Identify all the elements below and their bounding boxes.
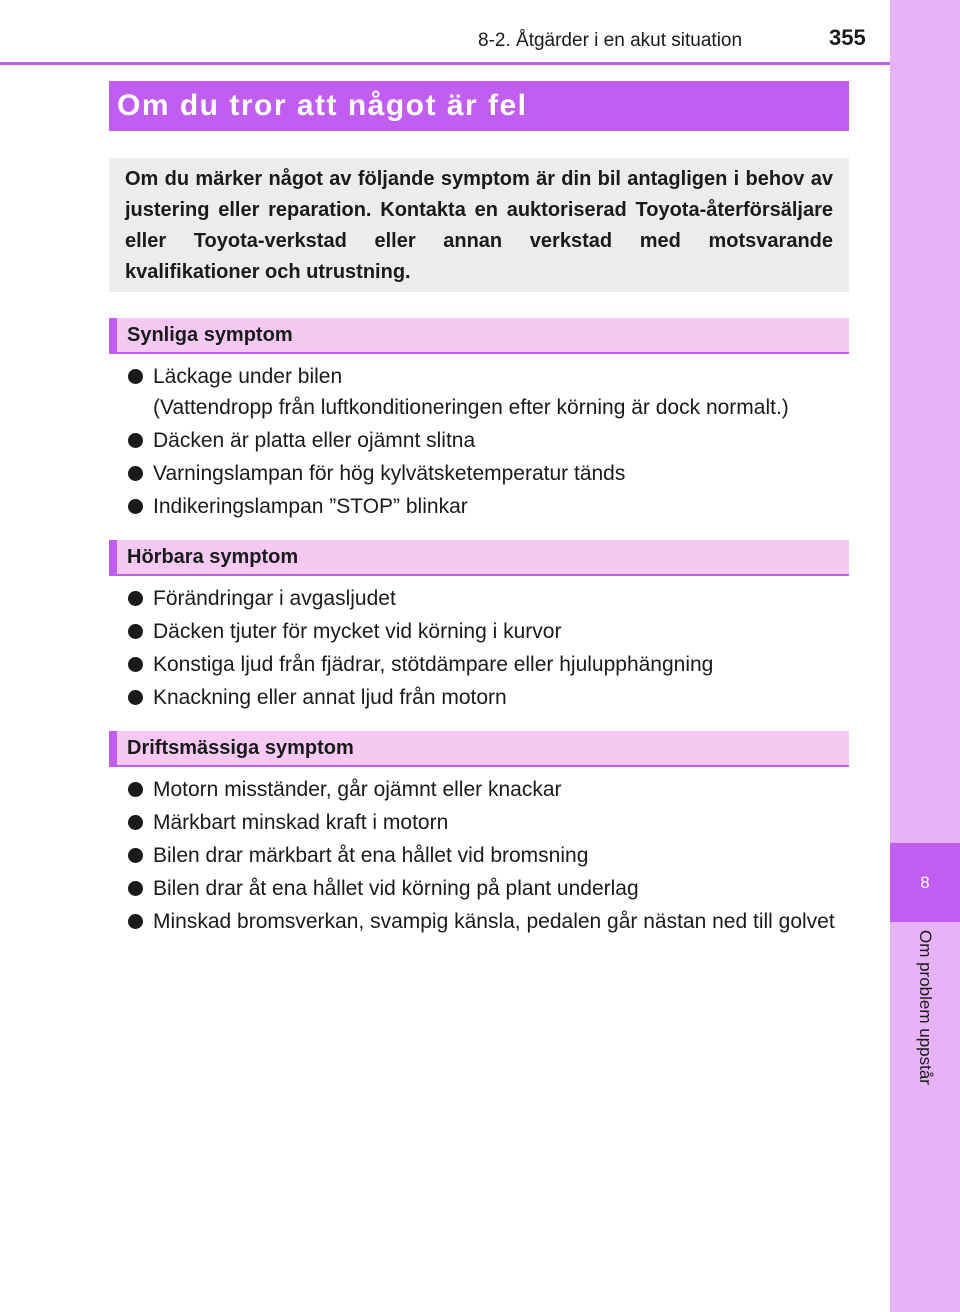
- section-header: 8-2. Åtgärder i en akut situation: [478, 30, 743, 51]
- list-item-text: Bilen drar märkbart åt ena hållet vid bromsning: [153, 844, 589, 867]
- list-item-text: Märkbart minskad kraft i motorn: [153, 811, 449, 834]
- list-item-text: Varningslampan för hög kylvätsketemperatur tänds: [153, 462, 626, 485]
- section-heading-audible: [109, 540, 849, 576]
- list-item: [128, 649, 848, 680]
- bullet-icon: [128, 433, 143, 448]
- list-item: [128, 491, 848, 522]
- list-item-note: (Vattendropp från luftkonditioneringen efter körning är dock normalt.): [153, 396, 789, 419]
- page-number: 355: [829, 25, 866, 50]
- list-item: [128, 807, 848, 838]
- list-item: [128, 873, 848, 904]
- list-item: [128, 840, 848, 871]
- list-item-text: Däcken tjuter för mycket vid körning i kurvor: [153, 620, 562, 643]
- list-item: [128, 616, 848, 647]
- bullet-icon: [128, 624, 143, 639]
- list-item-text: Indikeringslampan ”STOP” blinkar: [153, 495, 468, 518]
- bullet-icon: [128, 881, 143, 896]
- list-item: [128, 906, 848, 937]
- chapter-number: 8: [890, 843, 960, 922]
- section-heading-label: Synliga symptom: [127, 323, 293, 346]
- chapter-label-container: [894, 930, 956, 1130]
- bullet-icon: [128, 914, 143, 929]
- bullet-icon: [128, 466, 143, 481]
- visible-symptoms-list: [128, 361, 848, 524]
- section-heading-label: Driftsmässiga symptom: [127, 736, 354, 759]
- bullet-icon: [128, 815, 143, 830]
- page-title: Om du tror att något är fel: [117, 89, 528, 122]
- list-item-text: Minskad bromsverkan, svampig känsla, pedalen går nästan ned till golvet: [153, 910, 835, 933]
- header-divider: [0, 62, 890, 65]
- list-item-text: Bilen drar åt ena hållet vid körning på plant underlag: [153, 877, 639, 900]
- bullet-icon: [128, 657, 143, 672]
- list-item: [128, 361, 848, 423]
- section-heading-visible: [109, 318, 849, 354]
- bullet-icon: [128, 591, 143, 606]
- list-item: [128, 774, 848, 805]
- list-item-text: Läckage under bilen: [153, 365, 343, 388]
- list-item: [128, 425, 848, 456]
- page-title-bar: [109, 81, 849, 131]
- list-item: [128, 682, 848, 713]
- bullet-icon: [128, 369, 143, 384]
- section-heading-operational: [109, 731, 849, 767]
- operational-symptoms-list: [128, 774, 848, 939]
- list-item-text: Konstiga ljud från fjädrar, stötdämpare eller hjulupphängning: [153, 653, 714, 676]
- intro-box: Om du märker något av följande symptom är din bil antagligen i behov av justering eller reparation. Kontakta en auktoriserad Toyota-återförsäljare eller Toyota-verkstad eller annan verkstad med motsvarande kvalifikationer och utrustning.: [109, 158, 849, 292]
- list-item-text: Motorn misständer, går ojämnt eller knackar: [153, 778, 562, 801]
- bullet-icon: [128, 499, 143, 514]
- bullet-icon: [128, 690, 143, 705]
- bullet-icon: [128, 848, 143, 863]
- audible-symptoms-list: [128, 583, 848, 715]
- section-heading-label: Hörbara symptom: [127, 545, 299, 568]
- list-item: [128, 583, 848, 614]
- bullet-icon: [128, 782, 143, 797]
- list-item-text: Knackning eller annat ljud från motorn: [153, 686, 507, 709]
- list-item-text: Förändringar i avgasljudet: [153, 587, 396, 610]
- list-item-text: Däcken är platta eller ojämnt slitna: [153, 429, 476, 452]
- list-item: [128, 458, 848, 489]
- chapter-label: Om problem uppstår: [916, 930, 935, 1085]
